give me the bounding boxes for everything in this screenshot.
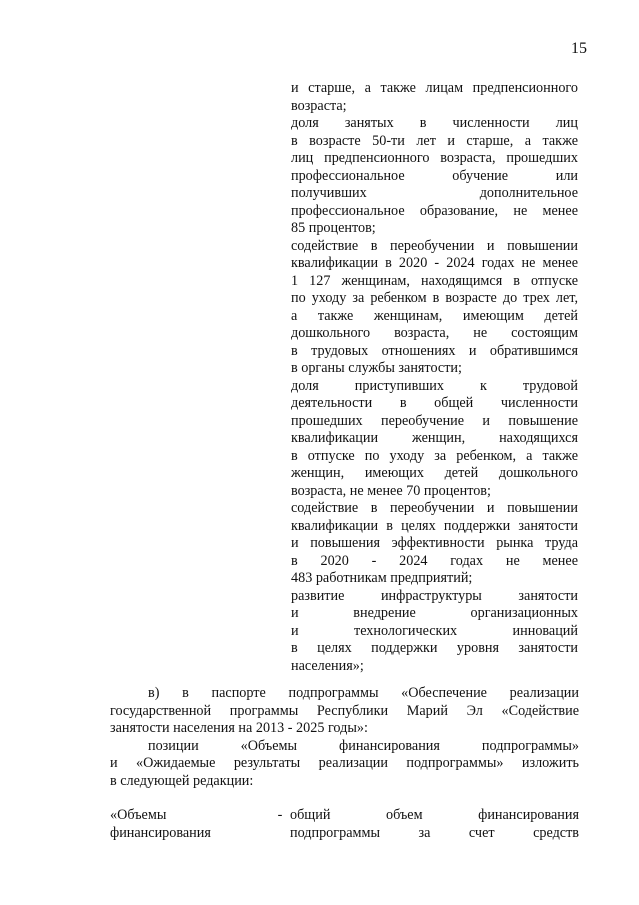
text-line: доля занятых в численности лиц (291, 115, 578, 131)
text-line: и «Ожидаемые результаты реализации подпрограммы» изложить (110, 755, 579, 771)
text-line: и технологических инноваций (291, 622, 578, 639)
text-line: прошедших переобучение и повышение (291, 412, 578, 429)
text-line: женщин, имеющих детей дошкольного (291, 465, 578, 481)
text-line: профессиональное обучение или (291, 167, 578, 184)
text-line: позиции «Объемы финансирования подпрограммы» (148, 737, 579, 754)
text-line: в целях поддержки уровня занятости (291, 640, 578, 656)
text-line: занятости населения на 2013 - 2025 годы»: (110, 720, 368, 736)
text-line: квалификации женщин, находящихся (291, 430, 578, 446)
text-line: и внедрение организационных (291, 605, 578, 621)
text-line: доля приступивших к трудовой (291, 377, 578, 394)
text-line: и старше, а также лицам предпенсионного (291, 80, 578, 96)
text-line: лиц предпенсионного возраста, прошедших (291, 150, 578, 166)
table-left-line: «Объемы (110, 807, 167, 823)
text-line: профессиональное образование, не менее (291, 202, 578, 219)
table-right-line: подпрограммы за счет средств (290, 824, 579, 841)
text-line: развитие инфраструктуры занятости (291, 587, 578, 604)
right-column-text (291, 80, 578, 675)
text-line: 483 работникам предприятий; (291, 570, 473, 586)
table-left-cell (110, 807, 270, 842)
text-line: 85 процентов; (291, 220, 376, 236)
text-line: в возрасте 50-ти лет и старше, а также (291, 132, 578, 149)
text-line: возраста; (291, 97, 347, 114)
text-line: государственной программы Республики Марий Эл «Содействие (110, 702, 579, 719)
text-line: населения»; (291, 657, 364, 674)
text-line: в 2020 - 2024 годах не менее (291, 552, 578, 569)
table-dash: - (277, 807, 283, 823)
table-right-cell (290, 807, 579, 842)
main-paragraph-text (110, 685, 579, 790)
text-line: и повышения эффективности рынка труда (291, 535, 578, 551)
text-line: квалификации в 2020 - 2024 годах не менее (291, 255, 578, 271)
text-line: в следующей редакции: (110, 772, 254, 789)
table-row (110, 807, 579, 842)
text-line: содействие в переобучении и повышении (291, 237, 578, 254)
text-line: деятельности в общей численности (291, 395, 578, 411)
text-line: а также женщинам, имеющим детей (291, 307, 578, 324)
text-line: получивших дополнительное (291, 185, 578, 201)
text-line: в отпуске по уходу за ребенком, а также (291, 447, 578, 464)
passport-table (110, 807, 579, 842)
page-number: 15 (571, 40, 587, 57)
text-line: в трудовых отношениях и обратившимся (291, 342, 578, 359)
table-left-line: финансирования (110, 824, 211, 841)
text-line: в органы службы занятости; (291, 360, 462, 376)
text-line: возраста, не менее 70 процентов; (291, 482, 491, 499)
text-line: содействие в переобучении и повышении (291, 500, 578, 516)
text-line: дошкольного возраста, не состоящим (291, 325, 578, 341)
text-line: по уходу за ребенком в возрасте до трех лет, (291, 290, 578, 306)
text-line: квалификации в целях поддержки занятости (291, 517, 578, 534)
table-right-line: общий объем финансирования (290, 807, 579, 823)
text-line: 1 127 женщинам, находящимся в отпуске (291, 272, 578, 289)
text-line: в) в паспорте подпрограммы «Обеспечение реализации (148, 685, 579, 701)
